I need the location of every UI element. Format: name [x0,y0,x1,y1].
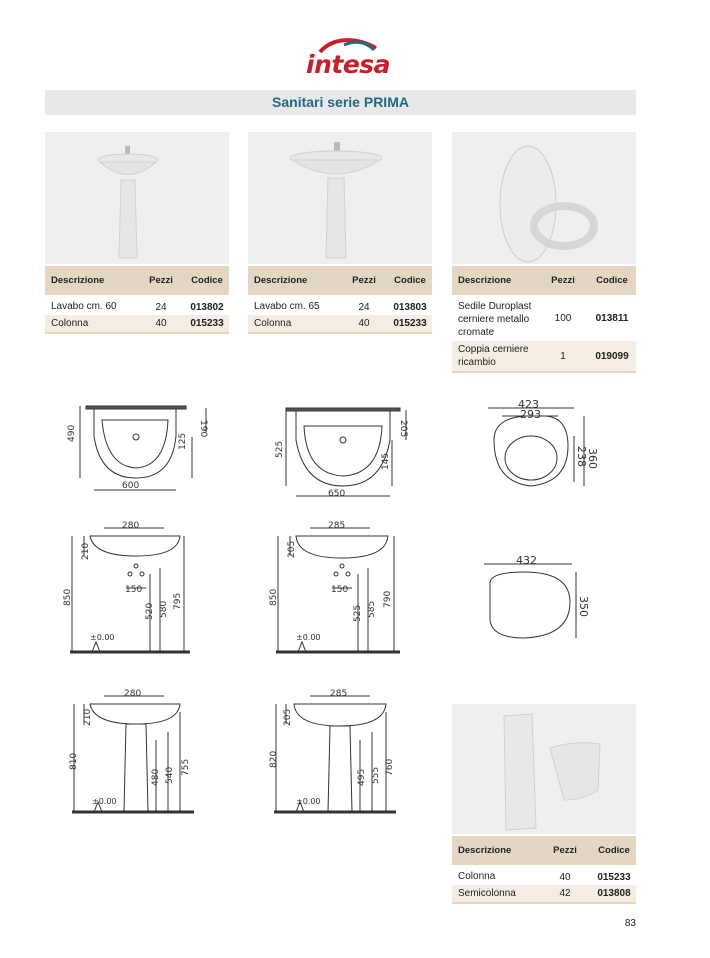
cell-desc [452,295,538,341]
dim-d2: 585 [367,600,377,618]
washbasin-pedestal-image [248,132,432,264]
col-code: Codice [592,836,636,865]
cell-code: 013808 [592,885,636,903]
dim-h: 210 [81,542,91,560]
col-desc: Descrizione [248,266,340,295]
photo-pedestals [452,704,636,834]
cell-code: 013802 [190,302,224,313]
product-table-2 [248,266,432,334]
drawing-pedestal-view-60 [64,684,204,818]
dim-d1: 520 [145,602,155,620]
dim-d3: 755 [181,758,191,776]
desc-line: ricambio [458,357,496,368]
dim-w: 285 [328,521,346,531]
cell-code: 013811 [595,312,629,324]
table-row [45,315,229,333]
dim-total: 810 [69,752,79,770]
dim-d1: 480 [151,768,161,786]
drawing-front-view-65 [266,516,406,658]
cell-desc: Colonna [248,315,340,333]
cell-desc: Lavabo cm. 60 [51,301,117,312]
dim-w: 432 [516,554,537,567]
col-desc: Descrizione [45,266,137,295]
table-row [248,315,432,333]
col-desc: Descrizione [452,836,538,865]
cell-qty: 40 [137,315,185,333]
dim-d: 350 [577,596,590,617]
photo-washbasin-65 [248,132,432,264]
cell-code: 019099 [588,341,636,372]
pedestal-image [452,704,636,834]
cell-code: 015233 [597,872,631,883]
dim-total: 850 [63,588,73,606]
title-bar [45,90,636,115]
dim-w1: 423 [518,398,539,411]
dim-a: 150 [331,585,349,595]
cell-desc [452,341,538,372]
drawing-front-view-60 [60,516,200,658]
cell-qty: 42 [538,885,592,903]
drawing-top-view-60 [60,396,220,496]
table-row [45,295,229,315]
table-header [248,266,432,295]
dim-d2: 540 [165,766,175,784]
dim-h: 210 [83,708,93,726]
photo-washbasin-60 [45,132,229,264]
toilet-seat-image [452,132,636,264]
dim-d2: 580 [159,600,169,618]
table-header [452,836,636,865]
desc-line: Sedile Duroplast [458,301,532,312]
cell-code: 013803 [393,302,427,313]
table-row [248,295,432,315]
dim-a: 190 [198,420,208,438]
drawing-seat-lid [480,552,610,647]
floor-level: ±0.00 [92,797,117,806]
dim-d3: 790 [383,590,393,608]
dim-w: 285 [330,689,348,699]
cell-qty: 24 [358,302,370,313]
cell-qty: 40 [340,315,388,333]
dim-depth: 525 [275,440,285,458]
cell-code: 015233 [388,315,432,333]
table-header [45,266,229,295]
dim-d3: 795 [173,592,183,610]
drawing-pedestal-view-65 [266,684,406,818]
col-qty: Pezzi [538,266,588,295]
dim-a: 150 [125,585,143,595]
cell-desc: Semicolonna [452,885,538,903]
photo-toilet-seat [452,132,636,264]
brand-name: intesa [306,50,391,79]
page-title: Sanitari serie PRIMA [272,94,409,110]
dim-width: 600 [122,481,140,491]
dim-b: 125 [178,432,188,450]
col-desc: Descrizione [452,266,538,295]
product-table-3 [452,266,636,373]
product-table-1 [45,266,229,334]
floor-level: ±0.00 [296,797,321,806]
col-qty: Pezzi [538,836,592,865]
dim-total: 820 [269,750,279,768]
dim-b: 145 [381,452,391,470]
cell-qty: 100 [554,312,572,324]
drawing-seat-top [484,396,614,496]
dim-d1: 238 [575,446,588,467]
desc-line: cerniere metallo [458,314,530,325]
dim-h: 205 [287,540,297,558]
table-row [452,295,636,341]
col-qty: Pezzi [340,266,388,295]
dim-w: 280 [122,521,140,531]
dim-w2: 293 [520,408,541,421]
dim-d2: 360 [586,448,599,469]
col-qty: Pezzi [137,266,185,295]
floor-level: ±0.00 [296,633,321,642]
brand-logo [300,36,391,82]
desc-line: cromate [458,327,495,338]
cell-desc: Lavabo cm. 65 [254,301,320,312]
page-number: 83 [624,918,636,929]
drawing-top-view-65 [268,400,428,500]
dim-total: 850 [269,588,279,606]
table-row [452,885,636,903]
dim-a: 205 [398,420,408,438]
cell-desc: Colonna [458,871,496,882]
cell-desc: Colonna [45,315,137,333]
dim-d1: 495 [357,768,367,786]
cell-code: 015233 [185,315,229,333]
product-table-4 [452,836,636,904]
table-header [452,266,636,295]
dim-depth: 490 [67,424,77,442]
cell-qty: 24 [155,302,167,313]
table-row [452,865,636,885]
dim-d1: 525 [353,604,363,622]
col-code: Codice [588,266,636,295]
cell-qty: 1 [538,341,588,372]
washbasin-pedestal-image [45,132,229,264]
col-code: Codice [185,266,229,295]
dim-h: 205 [283,708,293,726]
dim-d3: 760 [385,758,395,776]
cell-qty: 40 [559,872,571,883]
table-row [452,341,636,372]
col-code: Codice [388,266,432,295]
dim-d2: 555 [371,766,381,784]
dim-width: 650 [328,489,346,499]
floor-level: ±0.00 [90,633,115,642]
dim-w: 280 [124,689,142,699]
desc-line: Coppia cerniere [458,344,529,355]
